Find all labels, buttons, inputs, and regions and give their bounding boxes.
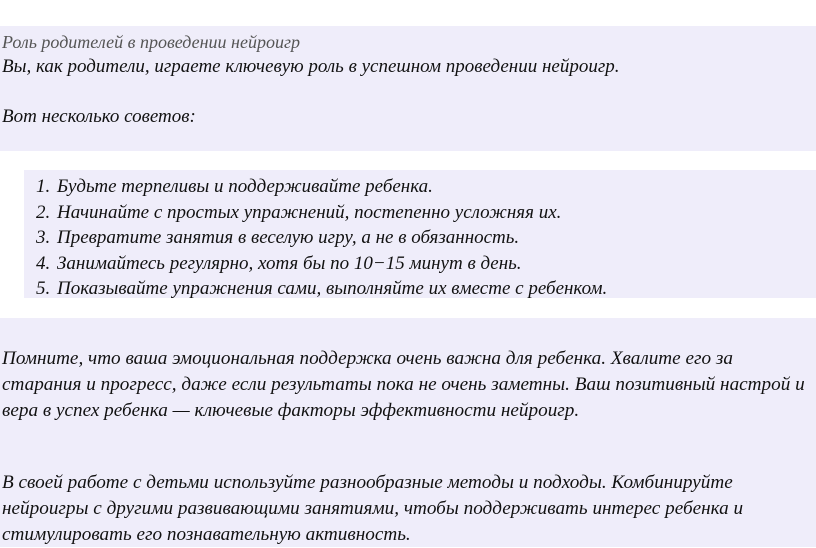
- list-item: 3. Превратите занятия в веселую игру, а не в обязанность.: [55, 225, 607, 251]
- methods-paragraph: В своей работе с детьми используйте разнообразные методы и подходы. Комбинируйте нейроигры с другими развивающими занятиями, чтобы поддерживать интерес ребенка и стимулировать его познавательную активность.: [2, 472, 744, 545]
- list-item: 1. Будьте терпеливы и поддерживайте ребенка.: [55, 174, 607, 200]
- tips-heading: Вот несколько советов:: [2, 106, 196, 127]
- list-item: 2. Начинайте с простых упражнений, постепенно усложняя их.: [55, 200, 607, 226]
- list-item: 4. Занимайтесь регулярно, хотя бы по 10−15 минут в день.: [55, 251, 607, 277]
- support-paragraph: Помните, что ваша эмоциональная поддержка очень важна для ребенка. Хвалите его за старания и прогресс, даже если результаты пока не очень заметны. Ваш позитивный настрой и вера в успех ребенка — ключевые факторы эффективности нейроигр.: [2, 348, 805, 421]
- tips-list: [28, 174, 607, 302]
- intro-text: Вы, как родители, играете ключевую роль в успешном проведении нейроигр.: [2, 56, 620, 77]
- document-title: Роль родителей в проведении нейроигр: [2, 32, 300, 52]
- list-item: 5. Показывайте упражнения сами, выполняйте их вместе с ребенком.: [55, 276, 607, 302]
